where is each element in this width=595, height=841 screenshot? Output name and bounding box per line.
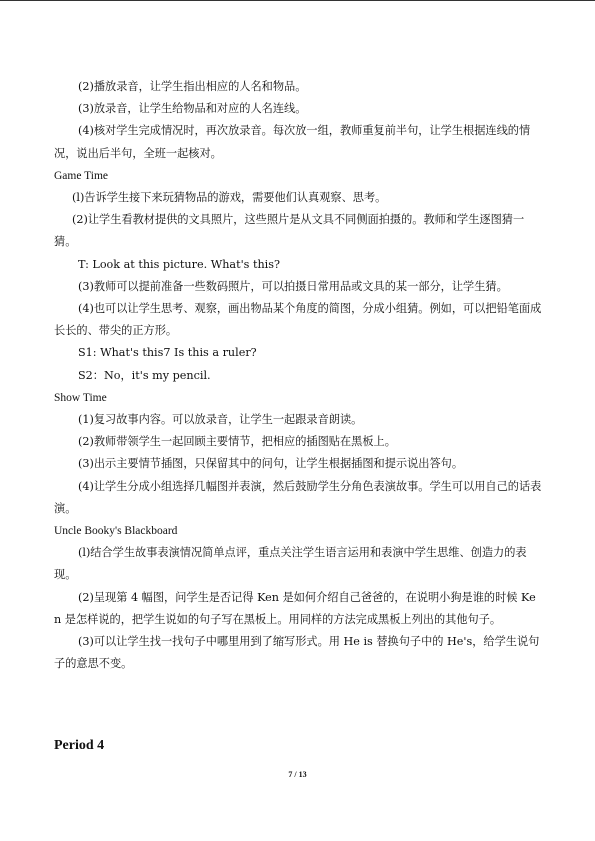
paragraph: (3)教师可以提前准备一些数码照片，可以拍摄日常用品或文具的某一部分，让学生猜。: [78, 279, 508, 293]
paragraph: S2：No，it's my pencil.: [78, 368, 211, 382]
section-heading: Show Time: [54, 391, 107, 404]
document-body: [54, 76, 542, 675]
paragraph: (2)教师带领学生一起回顾主要情节，把相应的插图贴在黑板上。: [78, 435, 396, 449]
page-number: 7 / 13: [288, 770, 307, 779]
section-heading: Uncle Booky's Blackboard: [54, 525, 178, 538]
section-heading: Game Time: [54, 169, 108, 182]
paragraph: (3)可以让学生找一找句子中哪里用到了缩写形式。用 He is 替换句子中的 He's，给学生说句子的意思不变。: [54, 635, 540, 671]
paragraph: (3)放录音，让学生给物品和对应的人名连线。: [78, 102, 307, 116]
paragraph: (4)也可以让学生思考、观察，画出物品某个角度的简图，分成小组猜。例如，可以把铅笔面成长长的、带尖的正方形。: [54, 302, 542, 338]
paragraph: (2)播放录音，让学生指出相应的人名和物品。: [78, 80, 307, 93]
paragraph: (3)出示主要情节插图，只保留其中的问句，让学生根据插图和提示说出答句。: [78, 457, 464, 471]
paragraph: (l)结合学生故事表演情况简单点评，重点关注学生语言运用和表演中学生思维、创造力的表现。: [54, 546, 527, 582]
paragraph: (1)复习故事内容。可以放录音，让学生一起跟录音朗读。: [78, 413, 363, 427]
paragraph: (4)核对学生完成情况时，再次放录音。每次放一组，教师重复前半句，让学生根据连线的情况，说出后半句，全班一起核对。: [54, 124, 531, 160]
top-border-line: [0, 0, 595, 1]
paragraph: T: Look at this picture. What's this?: [78, 257, 280, 271]
paragraph: (l)告诉学生接下来玩猜物品的游戏，需要他们认真观察、思考。: [72, 191, 387, 205]
paragraph: (2)让学生看教材提供的文具照片，这些照片是从文具不同侧面拍摄的。教师和学生逐图猜一猜。: [54, 213, 525, 249]
paragraph: (4)让学生分成小组选择几幅图并表演，然后鼓励学生分角色表演故事。学生可以用自己的话表演。: [54, 479, 542, 515]
paragraph: (2)呈现第 4 幅图，问学生是否记得 Ken 是如何介绍自己爸爸的，在说明小狗是谁的时候 Ken 是怎样说的，把学生说如的句子写在黑板上。用同样的方法完成黑板上列出的其他句子。: [54, 590, 536, 626]
paragraph: S1: What's this7 Is this a ruler?: [78, 346, 257, 360]
period-title: Period 4: [54, 738, 105, 753]
